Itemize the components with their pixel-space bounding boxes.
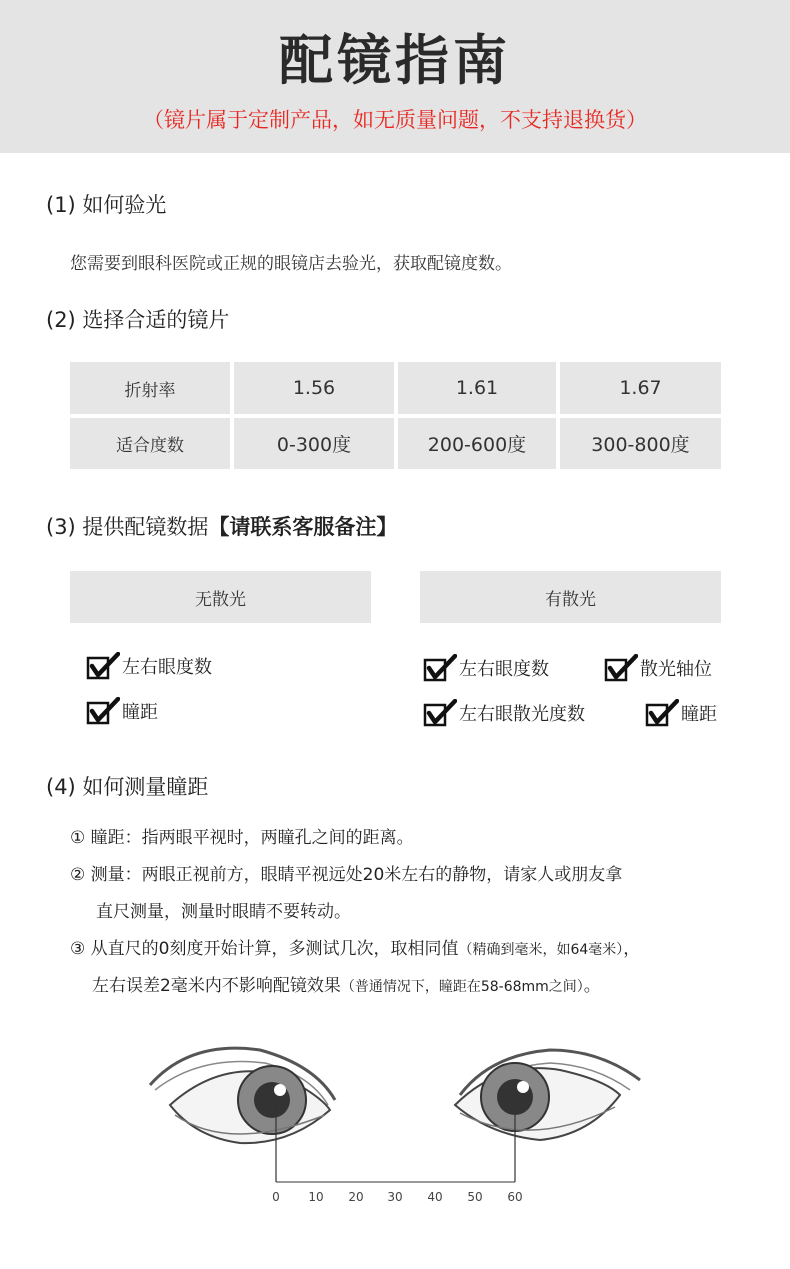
table-cell: 300-800度 bbox=[560, 418, 721, 469]
checklist-label: 散光轴位 bbox=[640, 659, 712, 680]
ruler-label: 60 bbox=[507, 1190, 523, 1204]
ruler-label: 20 bbox=[348, 1190, 364, 1204]
pd-definition: ① 瞳距：指两眼平视时，两瞳孔之间的距离。 bbox=[70, 828, 414, 848]
pd-calc-end: ， bbox=[623, 939, 641, 959]
table-header-range: 适合度数 bbox=[70, 418, 230, 469]
checklist-label: 左右眼散光度数 bbox=[459, 704, 585, 725]
table-cell: 0-300度 bbox=[234, 418, 394, 469]
checkbox-checked-icon bbox=[423, 699, 457, 727]
right-eye-icon bbox=[455, 1050, 640, 1140]
ruler-label: 40 bbox=[427, 1190, 443, 1204]
checklist-item bbox=[86, 697, 158, 725]
checklist-item bbox=[604, 654, 712, 682]
pd-calc-note: （普通情况下，瞳距在58-68mm之间） bbox=[340, 979, 584, 995]
checkbox-checked-icon bbox=[86, 652, 120, 680]
ruler-label: 10 bbox=[308, 1190, 324, 1204]
pd-measure-step-cont: 直尺测量，测量时眼睛不要转动。 bbox=[96, 902, 351, 922]
table-header-index: 折射率 bbox=[70, 362, 230, 414]
ruler-label: 0 bbox=[272, 1190, 280, 1204]
pd-measure-step: ② 测量：两眼正视前方，眼睛平视远处20米左右的静物，请家人或朋友拿 bbox=[70, 865, 623, 885]
ruler-label: 50 bbox=[467, 1190, 483, 1204]
section-heading-data bbox=[46, 511, 397, 541]
table-cell: 200-600度 bbox=[398, 418, 556, 469]
pd-calc-end: 。 bbox=[583, 976, 601, 996]
table-cell: 1.56 bbox=[234, 362, 394, 414]
checkbox-checked-icon bbox=[423, 654, 457, 682]
checkbox-checked-icon bbox=[645, 699, 679, 727]
pd-calc-text: ③ 从直尺的0刻度开始计算，多测试几次，取相同值 bbox=[70, 939, 459, 959]
pd-calc-step-cont bbox=[92, 968, 601, 1005]
section-heading-optometry: (1) 如何验光 bbox=[46, 193, 167, 217]
pd-calc-note: （精确到毫米，如64毫米） bbox=[458, 942, 624, 958]
checklist-label: 左右眼度数 bbox=[122, 657, 212, 678]
astigmatism-box: 有散光 bbox=[420, 571, 721, 623]
table-cell: 1.61 bbox=[398, 362, 556, 414]
header-banner bbox=[0, 0, 790, 153]
section-heading-lens: (2) 选择合适的镜片 bbox=[46, 308, 230, 332]
checklist-label: 左右眼度数 bbox=[459, 659, 549, 680]
ruler-label: 30 bbox=[387, 1190, 403, 1204]
no-astigmatism-box: 无散光 bbox=[70, 571, 371, 623]
checklist-label: 瞳距 bbox=[681, 704, 717, 725]
section-heading-pd: (4) 如何测量瞳距 bbox=[46, 775, 209, 799]
checklist-item bbox=[645, 699, 717, 727]
section-heading-data-note: 【请联系客服备注】 bbox=[208, 515, 398, 539]
pd-calc-text: 左右误差2毫米内不影响配镜效果 bbox=[92, 976, 341, 996]
section-heading-data-main: (3) 提供配镜数据 bbox=[46, 515, 209, 539]
optometry-description: 您需要到眼科医院或正规的眼镜店去验光，获取配镜度数。 bbox=[70, 254, 512, 274]
table-cell: 1.67 bbox=[560, 362, 721, 414]
checkbox-checked-icon bbox=[604, 654, 638, 682]
checklist-item bbox=[423, 699, 585, 727]
return-policy-notice: （镜片属于定制产品，如无质量问题，不支持退换货） bbox=[143, 108, 647, 132]
page-title: 配镜指南 bbox=[279, 29, 511, 92]
checklist-item bbox=[423, 654, 549, 682]
eyes-ruler-illustration bbox=[130, 1035, 650, 1215]
checklist-label: 瞳距 bbox=[122, 702, 158, 723]
pd-calc-step bbox=[70, 931, 640, 968]
checkbox-checked-icon bbox=[86, 697, 120, 725]
left-eye-icon bbox=[150, 1048, 335, 1143]
checklist-item bbox=[86, 652, 212, 680]
